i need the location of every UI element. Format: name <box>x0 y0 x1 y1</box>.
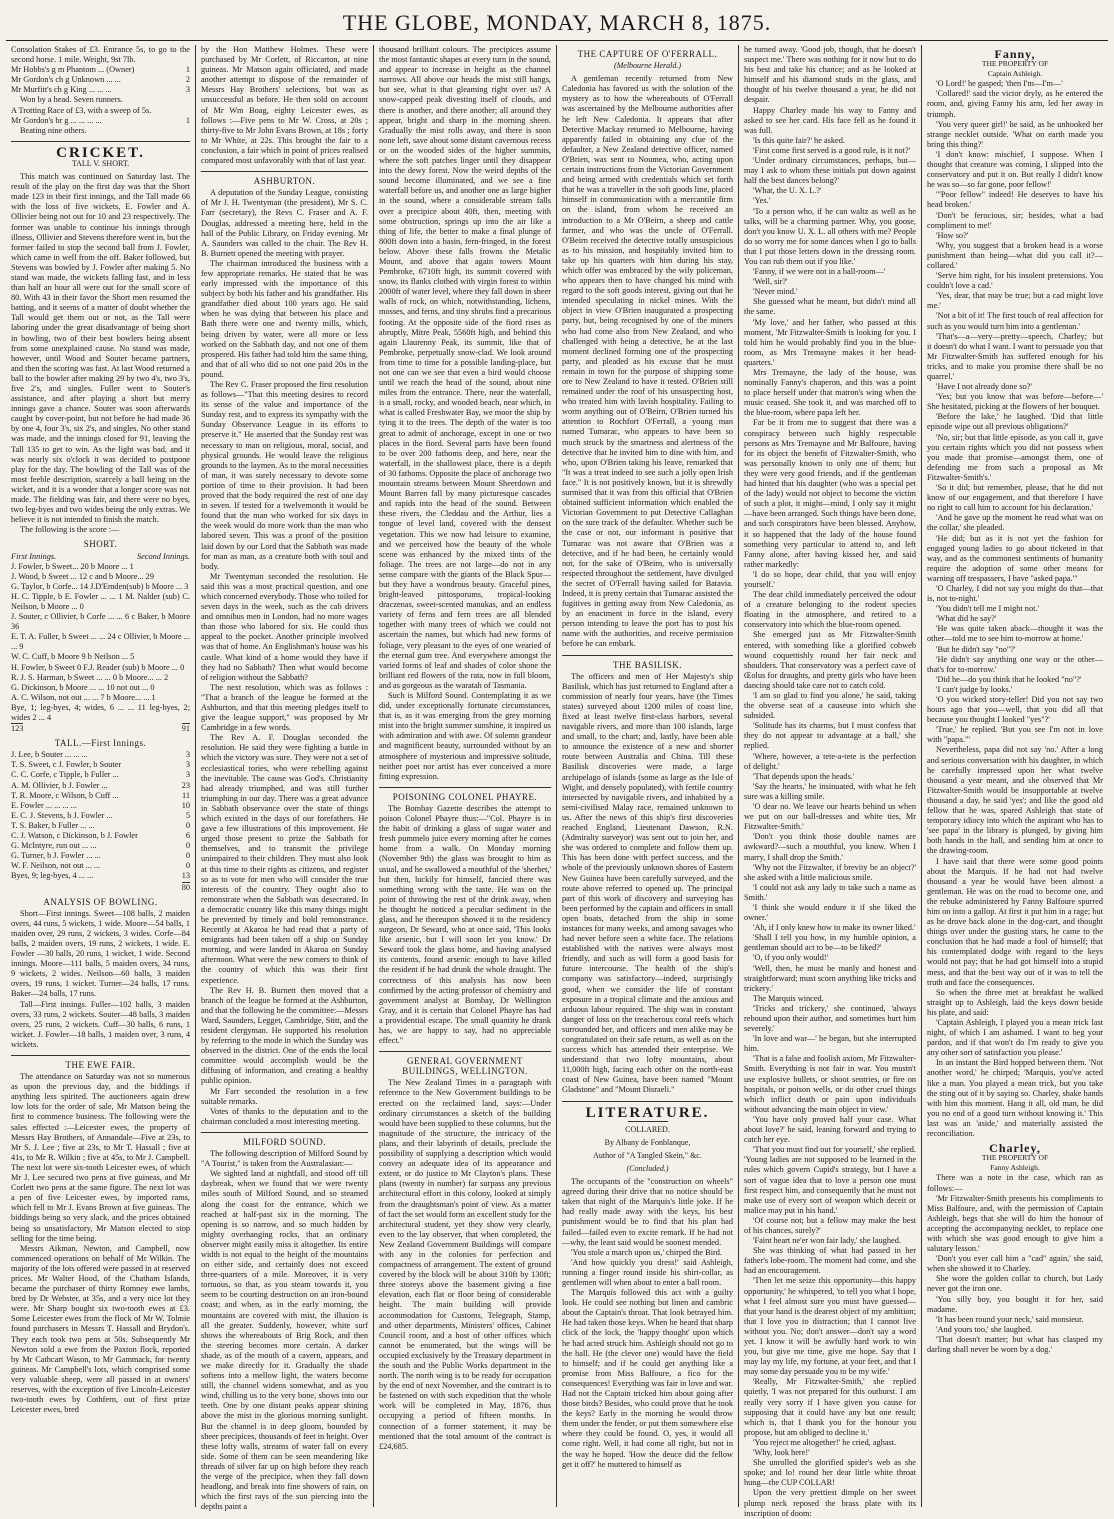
article-paragraph: A gentleman recently returned from New Caledonia has favored us with the solution of the mystery as to how the whereabouts of O'Ferrall was ascertained by the Melbourne authorities after he left New Caledonia. It appears that after Detective Mackay returned to Melbourne, having apparently failed in obtaining any clue of the defaulter, a New Zealand detective officer, named O'Brien, was sent to Noumea, who, acting upon certain instructions from the Victorian Government and being armed with credentials which set forth that he was a traveller in the soft goods line, placed himself in communication with a mercantile firm on the island, from whom he received an introduction to a Mr O'Beirn, a sheep and cattle farmer, and who was the uncle of O'Ferrall. O'Beirn received the detective totally unsuspicious as to his mission, and hospitably invited him to take up his quarters with him during his stay, which offer was embraced by the wily policeman, who appears then to have changed his mind with regard to the soft goods interest, giving out that he intended speculating in nickel mines. With the object in view O'Brien inaugurated a prospecting party, but, being recognised by one of the miners who had come also from New Zealand, and who challenged with being a detective, he at the last moment declined forming one of the prospecting party, and pleaded as his excuse that he must remain in town for the purpose of shipping some ore to New Zealand to have it tested. O'Brien still remained under the roof of his unsuspecting host, who treated him with lavish hospitality. Failing to worm anything out of O'Beirn, O'Brien turned his attention to Rochfort O'Ferrall, a young man named Tumarac, who appears to have been so much struck by the smartness and alertness of the detective that he invited him to dine with him, and who, upon O'Brien taking his leave, remarked that "It was a treat indeed to see such a jolly open Irish face." It is not positively known, but it is shrewdly surmised that it was from this official that O'Brien obtained sufficient information which enabled the Victorian Government to put Detective Callaghan on the sure track of the defaulter. Whether such be the case or not, our informant is positive that Tumarac was not aware that O'Brien was a detective, and if he had been, he certainly would not, for the sake of O'Beirn, who is universally respected throughout the settlement, have divulged the secret of O'Ferrall having sailed for Batavia. Indeed, it is pretty certain that Tumarac assisted the fugitives in getting away from New Caledonia, as by an enactment in force in the island, every person intending to leave the port has to post his name with the authorities, and receive permission before he can embark. <box>562 74 733 649</box>
article-paragraph: 'Why not the Fitzwalter, if brevity be an object?' she asked with a little malicious smile. <box>744 862 916 882</box>
article-paragraph: 'Captain Ashleigh, I played you a mean trick last night, of which I am ashamed. I want to beg your pardon, and if that won't do I'm ready to give you any other sort of satisfaction you please.' <box>927 1018 1103 1058</box>
score-row: G. Dickinson, b Moore ... ... 10 not out ... 0 <box>11 682 155 692</box>
divider <box>379 1051 551 1052</box>
score-row: J. Fowler, b Sweet... 20 b Moore ... 1 <box>11 561 134 571</box>
collar-inscription: THE PROPERTY OF <box>981 59 1049 69</box>
article-paragraph: 'I can't judge by looks.' <box>936 684 1013 694</box>
collar-inscription: THE PROPERTY OF <box>981 1153 1049 1163</box>
article-paragraph: Far be it from me to suggest that there was a conspiracy between such highly respectable persons as Mrs Tremayne and Mr Balfoure, having for its object the benefit of Fitzwalter-Smith, who was personally known to only one of them; but they were very good friends, and if the gentleman had hinted that his daughter (who was a special pet of the lady) would not object to become the victim of such a plot, it might—mind, I only say it might—have been arranged. Such things have been done, and such conspirators have been blessed. Anyhow, it so happened that the lady of the house found something very particular to attend to, and left Fanny alone, after having kissed her, and said rather markedly: <box>744 418 916 569</box>
score-row: H. C. Tipple, b E. Fowler ... ... 1 M. Nalder (sub) C. Neilson, b Moore ... 0 <box>11 591 190 611</box>
article-paragraph: The Rev H. B. Burnett then moved that a branch of the league be formed at the Ashburton, and that the following be the committee:—Messrs Ward, Saunders, Legget, Cambridge, Stitt, and the resident clergyman. He supported his resolution by referring to the mode in which the Sunday was observed in the district. One of the ends the local committee would accomplish would be the diffusing of information, and creating a healthy public opinion. <box>201 985 368 1086</box>
article-paragraph: 'Faint heart ne'er won fair lady,' she laughed. <box>753 1236 901 1246</box>
trotting-note: Beating nine others. <box>20 125 87 135</box>
column-2 <box>196 45 374 1512</box>
collar-inscription: Charley, <box>989 1141 1041 1156</box>
article-paragraph: by the Hon Matthew Holmes. These were purchased by Mr Corlett, of Riccarton, at nine guineas. Mr Matson again officiated, and made another attempt to dispose of the remainder of Messrs Hay Brothers' selections, but was as unsuccessful as before. He then sold on account of Mr Wm Boag, eighty Leicester ewes, as follows :—Five pens to Mr W. Cross, at 20s ; thirty-five to Mr John Evans Brown, at 18s ; forty to Mr White, at 22s. This brought the fair to a conclusion, a fair which in point of prices realised compared most unfavorably with that of last year. <box>201 45 368 166</box>
score-row: T. R. Moore, c Wilson, b Cuff ... 11 <box>11 790 190 800</box>
score-heading: SHORT. <box>83 539 118 550</box>
divider <box>201 1132 368 1133</box>
column-3 <box>374 45 557 1507</box>
article-paragraph: 'My love,' and her father, who passed at this moment, 'Mr Fitzwalter-Smith is looking for you. I told him he would probably find you in the blue-room, as Mrs Tremayne makes it her head-quarters.' <box>744 317 916 367</box>
trotting-intro: A Trotting Race of £3, with a sweep of 5s. <box>11 105 152 115</box>
article-paragraph: 'So it did; but remember, please, that he did not know of our engagement, and that therefore I have no right to call him to account for his declaration.' <box>927 483 1103 513</box>
article-paragraph: 'Where, however, a tete-a-tete is the perfection of delight.' <box>744 751 916 771</box>
article-paragraph: 'Have I not already done so?' <box>936 382 1032 392</box>
article-paragraph: 'You silly boy, you bought it for her, said madame. <box>927 1294 1103 1314</box>
article-paragraph: She unrolled the glorified spider's web as she spoke; and lo! round her dear little white throat hung—the CUP COLLAR! <box>744 1458 916 1488</box>
article-paragraph: 'That depends upon the heads.' <box>753 771 855 781</box>
article-paragraph: 'You very queer girl!' he said, as he unhooked her strange necklet outside. 'What on earth made you bring this thing?' <box>927 119 1103 149</box>
article-paragraph: 'Mr Fitzwalter-Smith presents his compliments to Miss Balfoure, and, with the permission of Captain Ashleigh, begs that she will do him the honour of accepting the accompanying necklet, to replace one with which she was good enough to give him a salutary lesson.' <box>927 1193 1103 1254</box>
article-paragraph: She guessed what he meant, but didn't mind all the same. <box>744 297 916 317</box>
score-row: E. Fowler ... ... ... ... 10 <box>11 800 190 810</box>
score-row: E. T. A. Fuller, b Sweet ... ... 24 c Ollivier, b Moore ... ... 9 <box>11 632 190 652</box>
race-won: Won by a head. Seven runners. <box>20 95 123 105</box>
article-paragraph: The New Zealand Times in a paragraph with reference to the New Government buildings to be erected on the reclaimed land, says:—Under ordinary circumstances a sketch of the building would have been supplied to these columns, but the magnitude of the structure, the intricacy of the plans, and their labyrinth of details, preclude the possibility of supplying a description which would convey an adequate idea of its appearance and extent, or do justice to Mr Clayton's plans. These plans (twenty in number) far surpass any previous architectural effort in this colony, looked at simply from the draughtsman's point of view. As a matter of fact the set would form an excellent study for the architectural student, yet they show very clearly, even to the lay observer, that when completed, the New Zealand Government Buildings will compare with any in the colonies for perfection and compactness of arrangement. The extent of ground covered by the block will be about 310ft by 130ft; three storeys above the basement giving a fine elevation, each flat or floor being of considerable height. The main building will provide accommodation for Customs, Telegraph, Stamp, and other departments, Ministers' offices, Cabinet Council room, and a host of other offices which cannot be enumerated, but the wings will be occupied exclusively by the Treasury department in the south and the Public Works department in the north. The north wing is to be ready for occupation by the end of next November, and the contract is to be fastened on with such expedition that the whole work will be completed in May, 1876, thus occupying a period of fifteen months. In connection of a former statement, it may be mentioned that the total amount of the contract is £24,685. <box>379 1078 551 1451</box>
article-paragraph: 'Why, you suggest that a broken head is a worse punishment than being—what did you call it?—collared.' <box>927 240 1103 270</box>
score-row: T. S. Sweet, c J. Fowler, b Souter 3 <box>11 760 190 770</box>
article-paragraph: 'How so?' <box>936 230 969 240</box>
article-paragraph: 'He didn't say anything one way or the other—that's for to-morrow.' <box>927 654 1103 674</box>
article-paragraph: We sighted land at nightfall, and stood off till daybreak, when we found that we were twenty miles south of Milford Sound, and so steamed along the coast for the entrance, which we reached at half-past six in the morning. The opening is so narrow, and so much hidden by mighty overhanging rocks, that an ordinary observer might easily miss it altogether. Its entire width is not equal to the height of the mountains on either side, and certainly does not exceed three-quarters of a mile. Moreover, it is very tortuous, so that, as you steam towards it, you seem to be courting destruction on an iron-bound coast; and when, as in the early morning, the mountains are covered with mist, the illusion is all the greater. Suddenly, however, white surf shows the whereabouts of Brig Rock, and then the steering becomes more certain. A darker shade, as of the mouth of a cavern, appears, and we make directly for it. Gradually the shade softens into a mellow light, the waters become still, the channel widens somewhat, and as you wind, chilling us to the very bone, shows into our teeth. One by one distant peaks appear shining above the mist in the glorious morning sunlight. But the channel is in deep gloom, bounded by sheer precipices, thousands of feet in height. Over these lofty walls, streams of water fall on every side. Some of them can be seen meandering like threads of silver far up on high before they reach the verge of the precipice, when they fall down headlong, and break into fine showers of rain, on which the first rays of the sun piercing into the depths paint a <box>201 1169 368 1512</box>
column-1 <box>6 45 196 1507</box>
article-paragraph: She wore the golden collar to church, but Lady never got the iron one. <box>927 1274 1103 1294</box>
divider <box>11 141 190 142</box>
article-paragraph: 'No, sir; but that little episode, as you call it, gave you certain rights which you did not possess when you made that promise—amongst them, one of defending me from such a proposal as Mr Fitzwalter-Smith's.' <box>927 432 1103 482</box>
score-row: R. J. S. Harman, b Sweet ... ... 0 b Moore... ... 2 <box>11 672 169 682</box>
article-paragraph: 'You didn't tell me I might not.' <box>936 604 1039 614</box>
score-row: C. C. Corfe, c Tipple, b Fuller ... 3 <box>11 770 190 780</box>
race-results <box>11 65 190 95</box>
score-row: H. Fowler, b Sweet 0 F.J. Reader (sub) b Moore ... 0 <box>11 662 185 672</box>
section-heading: THE EWE FAIR. <box>65 1060 136 1070</box>
article-paragraph: 'Really, Mr Fitzwalter-Smith,' she replied quietly, 'I was not prepared for this outburst. I am really very sorry if I have given you cause for supposing that it could have any but one result; which is, that I thank you for the honour you propose, but am obliged to decline it.' <box>744 1377 916 1437</box>
article-paragraph: 'Not a bit of it! The first touch of real affection for such as you would turn him into a gentleman.' <box>927 311 1103 331</box>
article-paragraph: 'Yes, dear, that may be true; but a cad might love me.' <box>927 291 1103 311</box>
story-title: COLLARED. <box>625 1124 670 1134</box>
article-paragraph: 'O dear no. We leave our hearts behind us when we put on our ball-dresses and white ties, Mr Fitzwalter-Smith.' <box>744 802 916 832</box>
divider <box>628 1121 668 1122</box>
divider <box>562 655 733 656</box>
article-paragraph: 'I could not ask any lady to take such a name as Smith.' <box>744 882 916 902</box>
race-row: Mr Gordon's br g ... ... ... ... 1 <box>11 115 190 125</box>
article-paragraph: 'O Lord!' he gasped; 'then I'm—I'm—' <box>936 79 1063 89</box>
section-subheading: (Melbourne Herald.) <box>613 61 682 71</box>
section-heading: CRICKET. <box>56 144 145 161</box>
article-paragraph: Votes of thanks to the deputation and to the chairman concluded a most interesting meeting. <box>201 1106 368 1126</box>
article-paragraph: he turned away. 'Good job, though, that he doesn't suspect me.' There was nothing for it now but to do his best and take his chance; and as he looked at himself and his diamond studs in the glass, and thought of his twelve thousand a year, he did not despair. <box>744 45 916 105</box>
article-paragraph: The attendance on Saturday was not so numerous as upon the previous day, and the biddings if anything less spirited. The auctioneers again drew low lots for the order of sale, Mr Matson being the first to commence business. The following were the sales effected :—Leicester ewes, the property of Messrs Hay Brothers, of Annandale—Five at 23s, to Mr S. J. Lee ; five at 23s, to Mr T. Hassall ; five at 41s, to Mr R. Wilkin ; five at 45s, to Mr J. Campbell. The next lot were six-tooth Leicester ewes, of which Mr J. Lee secured two pens at five guineas, and Mr Corlett two pens at the same figure. The next lot was a pen of five Leicester ewes, by imported rams, which fell to Mr J. Evans Brown at five guineas. The biddings being so very slack, and the prices obtained being so unsatisfactory, Mr Matson elected to stop selling for the time being. <box>11 1072 190 1243</box>
article-paragraph: 'In love and war—' he began, but she interrupted him. <box>744 1034 916 1054</box>
article-paragraph: 'Well, then, he must be manly and honest and straightforward; must scorn anything like tricks and trickery.' <box>744 963 916 993</box>
article-paragraph: 'Is this quite fair?' he asked. <box>753 135 845 145</box>
article-paragraph: Upon the very prettiest dimple on her sweet plump neck reposed the brass plate with its inscription of doom: <box>744 1488 916 1518</box>
column-6 <box>922 45 1108 1507</box>
race-row: Mr Murfitt's ch g King ... ... ... 3 <box>11 85 190 95</box>
article-paragraph: 'Ah, if I only knew how to make its owner liked.' <box>753 923 916 933</box>
article-paragraph: The following is the score :— <box>20 525 120 535</box>
article-paragraph: 'I do so hope, dear child, that you will enjoy yourself.' <box>744 569 916 589</box>
score-heading: TALL.—First Innings. <box>54 738 147 749</box>
article-paragraph: Mr Twentyman seconded the resolution. He said this was a most practical question, and one which concerned everybody. Those who toiled for seven days in the week, such as the cab drivers and omnibus men in London, had no more wages than those who labored for six. He could thus appeal to the pocket. Another principle involved was that of home. An Englishman's house was his castle. What kind of a home would they have if they had no Sabbath? Then what would become of religion without the Sabbath? <box>201 571 368 682</box>
article-paragraph: 'O you wicked story-teller! Did you not say two hours ago that you—well, that you did all that because you thought I looked "yes"?' <box>927 695 1103 725</box>
article-paragraph: 'I think she would endure it if she liked the owner.' <box>744 902 916 923</box>
article-paragraph: 'You have only proved half your case. What about love?' he said, leaning forward and trying to catch her eye. <box>744 1114 916 1145</box>
article-paragraph: She emerged just as Mr Fitzwalter-Smith entered, with something like a glorified cobweb wound coquettishly round her fair neck and shoulders. That conservatory was a perfect cave of Œolus for draughts, and pretty girls who have been dancing should take care not to catch cold. <box>744 630 916 690</box>
article-paragraph: 'First come first served is a good rule, is it not?' <box>753 145 911 155</box>
article-paragraph: 'O, if you only would!' <box>753 953 829 963</box>
article-paragraph: 'That doesn't matter; but what has clasped my darling shall never be worn by a dog.' <box>927 1334 1103 1354</box>
article-paragraph: 'Why, look here!' <box>753 1448 810 1458</box>
article-paragraph: 'Collared!' said the victor dryly, as he entered the room, and, giving Fanny his arm, led her away in triumph. <box>927 89 1103 119</box>
score-row: J. Souter, c Ollivier, b Corfe ... ... 6 c Baker, b Moore 36 <box>11 612 190 632</box>
columns <box>6 45 1108 1518</box>
article-paragraph: 'Don't you think those double names are awkward?—such a mouthful, you know. When I marry, I shall drop the Smith.' <box>744 832 916 862</box>
article-paragraph: 'Of course not; but a fellow may make the best of his chances, surely?' <box>744 1215 916 1235</box>
section-heading: LITERATURE. <box>585 1104 710 1121</box>
article-paragraph: Nevertheless, papa did not say 'no.' After a long and serious conversation with his daughter, in which he carefully impressed upon her what twelve thousand a year meant, and she observed that Mr Fitzwalter-Smith would be insupportable at twelve thousand a day, he said 'yes'; and like the good old fellow that he was, spared Ashleigh that state of temporary idiocy into which the aspirant who has to 'see papa' in the library is plunged, by giving him both hands in the hall, and sending him at once to the drawing-room. <box>927 745 1103 856</box>
article-paragraph: She was thinking of what had passed in her father's lobe-room. The moment had come, and she had an encouragement. <box>744 1246 916 1276</box>
article-paragraph: 'Never mind.' <box>753 287 798 297</box>
section-subheading: TALL V. SHORT. <box>71 158 130 168</box>
article-paragraph: Messrs Aikman, Newton, and Campbell, now commenced operations on behalf of Mr Wilkin. The majority of the lots offered were passed in at reserved prices. Mr Walter Hood, of the Chatham Islands, became the purchaser of thirty Romney ewe lambs, bred by Dr Webster, at 35s, and a very nice lot they were. Mr Sharp bought six two-tooth ewes at £3. Some Leicester ewes from the flock of Mr W. Tolmie found purchasers in Messrs T. Hassall and Brydon's. They each took two pens at 50s. Subsequently Mr Newton sold a ewe from the Paxton flock, reported by Mr Cathcart Wason, to Mr Gammack, for twenty guineas. Mr Campbell's lots, which comprised some very valuable sheep, were all passed in at owners' reserves, with the exception of five Lincoln-Leicester two-tooth ewes by Cothfern, out of first prize Leicester ewes, bred <box>11 1243 190 1415</box>
article-paragraph: So when the three met at breakfast he walked straight up to Ashleigh, laid the keys down beside his plate, and said: <box>927 987 1103 1017</box>
divider <box>201 171 368 172</box>
divider <box>562 1101 733 1102</box>
section-heading: POISONING COLONEL PHAYRE. <box>392 791 538 802</box>
article-paragraph: 'Tricks and trickery,' she continued, 'always rebound upon their author, and sometimes hurt him severely.' <box>744 1003 916 1034</box>
score-row: G. Taylor, b Corfe... 14 J.D'Emden(sub) b Moore ... 3 <box>11 581 189 591</box>
article-paragraph: 'That is a false and foolish axiom, Mr Fitzwalter-Smith. Everything is not fair in war. You mustn't use explosive bullets, or shoot sentries, or fire on hospitals, or poison wells, or do other cruel things which inflict death or pain upon individuals without advancing the main object in view.' <box>744 1054 916 1114</box>
divider <box>379 787 551 788</box>
article-paragraph: 'Then let me seize this opportunity—this happy opportunity,' he whispered, 'to tell you what I hope, what I feel almost sure you must have guessed—that your hand is the dearest object of my ambition; that I love you to distraction; that I cannot live without you. No; don't answer—don't say a word yet. I know it will be awfully hard work to win you, but give me time, give me hope. Say that I may lay my life, my fortune, at your feet, and that I may some day persuade you to be my wife.' <box>744 1276 916 1377</box>
article-paragraph: 'And yours too,' she laughed. <box>936 1324 1033 1334</box>
article-paragraph: 'He did; but as it is not yet the fashion for engaged young ladies to go about ticketed in that way, and as the commonest sentiments of humanity require the adoption of some other means for warning off trespassers, I have "asked papa."' <box>927 533 1103 583</box>
article-paragraph: 'Solitude has its charms, but I must confess that they do not appear to advantage at a ball,' she replied. <box>744 721 916 751</box>
article-paragraph: The Rev A. F. Douglas seconded the resolution. He said they were fighting a battle in which the victory was sure. They were not a set of ecclesiastical tories, who were rebelling against the inevitable. The cause was God's. Christianity had already triumphed, and was still further triumphing in our day. There was a great advance in Sabbath observance over the state of things which existed in the days of our forefathers. He gave a few illustrations of this improvement. He urged those present to prize the Sabbath for themselves, and to transmit the privilege unimpaired to their children. They must also look at this time to their rights as citizens, and register so as to vote for men who will consider the true interests of the country. They ought also to remonstrate when the Sabbath was desecrated. In a democratic country like this many things might be prevented by timely and bold remonstrance. Recently at Akaroa he had read that a party of emigrants had been taken off a ship on Sunday morning, and were landed in Akaroa on Sunday afternoon. What were the new comers to think of the country of which this was their first experience. <box>201 733 368 985</box>
article-paragraph: 'Under ordinary circumstances, perhaps, but—may I ask to whom these initials put down against half the best dances belong?' <box>744 156 916 186</box>
collar-inscription: Fanny, <box>994 47 1036 61</box>
article-paragraph: 'True,' he replied. 'But you see I'm not in love with "papa."' <box>927 725 1103 745</box>
article-paragraph: The dear child immediately perceived the odour of a creature belonging to the rodent species floating in the atmosphere, and retired to a conservatory into which the blue-room opened. <box>744 590 916 630</box>
score-row: W. C. Cuff, b Moore 9 b Neilson ... 5 <box>11 652 135 662</box>
article-paragraph: 'Don't you ever call him a "cad" again,' she said, when she showed it to Charley. <box>927 1254 1103 1274</box>
bowling-heading: ANALYSIS OF BOWLING. <box>43 896 158 907</box>
article-paragraph: '"Poor fellow" indeed! He deserves to have his head broken.' <box>927 190 1103 210</box>
article-paragraph: The next resolution, which was as follows : "That a branch of the league be formed at the Ashburton, and that this meeting pledges itself to give the league support," was proposed by Mr Cambridge in a few words. <box>201 682 368 733</box>
score-total: 123 91 <box>11 724 190 734</box>
article-paragraph: There was a note in the case, which ran as follows:— <box>927 1173 1103 1193</box>
article-paragraph: 'And how quickly you dress!' said Ashleigh, running a finger round inside his shirt-collar, as gentlemen will when about to enter a ball room. <box>562 1257 733 1287</box>
article-paragraph: 'Don't be ferocious, sir; besides, what a bad compliment to me!' <box>927 210 1103 230</box>
article-paragraph: Such is Milford Sound. Contemplating it as we did, under exceptionally fortunate circumstances, that is, as it was emerging from the grey morning mist into the bright summer sunshine, it inspired us with admiration and with awe. Of solemn grandeur and magnificent beauty, surrounded without by an atmosphere of mysterious and impressive solitude, neither poet nor artist has ever conceived a more fitting expression. <box>379 691 551 781</box>
score-row: C. J. Watson, c Dickinson, b J. Fowler 6 <box>11 831 190 841</box>
article-paragraph: 'I don't know: mischief, I suppose. When I thought that creature was coming, I slipped into the conservatory and put it on. But really I didn't know he was so—so far gone, poor fellow!' <box>927 149 1103 190</box>
score-row: W. F. Neilson, not out ... ... 0 <box>11 861 190 871</box>
article-paragraph: The Bombay Gazette describes the attempt to poison Colonel Phayre thus:—"Col. Phayre is in the habit of drinking a glass of sugar water and fresh pummelo juice every morning after he comes home from a walk. On Monday morning (November 9th) the glass was brought to him as usual, and he swallowed a mouthful of the 'sherbet,' but then, luckily for himself, fancied there was something wrong with the taste. He was on the point of throwing the rest of the drink away, when he thought he noticed a peculiar sediment in the glass, and he thereupon showed it to the residency surgeon, Dr Seward, who at once said, 'This looks like arsenic, but I will soon let you know.' Dr Seward took the glass home, and having analysed its contents, found arsenic enough to have killed the resident if he had drunk the whole draught. The correctness of this analysis has now been confirmed by the acting professor of chemistry and government analyst at Bombay, Dr Wellington Gray, and it is certain that Colonel Phayre has had a providential escape. The small quantity he drank has, we are happy to say, had no appreciable effect." <box>379 803 551 1046</box>
article-paragraph: The Rev C. Fraser proposed the first resolution as follows—"That this meeting desires to record its sense of the value and importance of the Sunday rest, and to express its sympathy with the Sunday Observance League in its efforts to preserve it." He asserted that the Sunday rest was necessary to man on religious, moral, social, and physical grounds. He would leave the religious grounds to the laymen. As to the moral necessities of man, it was surely necessary to devote some portion of time to their provision. It had been proved that the body required the rest of one day in seven. If tested for a twelvemonth it would be found that the man who worked for six days in the week would do more work than the man who labored seven. This was a proof of the position laid down by our Lord that the Sabbath was made for man as man, as a creature both with soul and body. <box>201 380 368 571</box>
article-paragraph: 'It has been round your neck,' said monsieur. <box>936 1314 1084 1324</box>
score-row: G. Turner, b J. Fowler ... ... 0 <box>11 851 190 861</box>
article-paragraph: I have said that there were some good points about the Marquis. If he had not had twelve thousand a year he would have been almost a gentleman. He was on the road to become one, and the rebuke administered by Fanny Balfoure spurred him on into a gallop. At first it put him in a rage; but as he drove back alone in the dog-cart, and thought things over under the gusting stars, he came to the conclusion that he had made a fool of himself; that his contemplated dodge with regard to the keys would not pay; that he had got himself into a stupid mess, and that the best way out of it was to tell the truth and face the consequences. <box>927 856 1103 987</box>
score-row: G. McIntyre, run out ... ... 0 <box>11 841 190 851</box>
article-paragraph: This match was continued on Saturday last. The result of the play on the first day was that the Short made 123 in their first innings, and the Tall made 66 with the loss of five wickets, E. Fowler and A. Ollivier being not out for 10 and 23 respectively. The former was unable to continue his innings through illness, Ollivier and Stevens therefore went in, but the former failed to stop the second ball from J. Fowler, which came in well from the off. Baker followed, but Stevens was bowled by J. Fowler after making 5. No stand was made, the wickets falling fast, and in less than half an hour all were out for the small score of 80. With 43 in their favor the Short men resumed the batting, and it seems of a matter of doubt whether the Tall would get them out or not, as the Tall were laboring under the great disadvantage of being short in bowling, two of their best bowlers being absent from some unexplained cause. No stand was made, however, until Wood and Souter became partners, and then the scoring was fast. At last Wood returned a ball to the bowler after making 29 by two 4's, two 3's, five 2's, and singles. Fuller went to Souter's assistance, and after playing a short but merry innings gave a chance. Souter was soon afterwards caught by cover-point, but not before he had made 36 by one 4, four 3's, six 2's, and singles. No other stand was made, and the innings closed for 91, leaving the Tall 135 to get to win. As the light was bad, and it was nearly six o'clock it was decided to postpone play for the day. The bowling of the Tall was of the most feeble description, scarcely a ball being on the wicket, and it is a wonder that a longer score was not made. The fielding was fair, and there were no byes, two leg-byes and two wides being the only extras. We believe it is not intended to finish the match. <box>11 172 190 525</box>
score-columns: First Innings. Second Innings. <box>11 551 190 561</box>
column-5 <box>739 45 922 1518</box>
article-paragraph: 'You stole a march upon us,' chirped the Bird. <box>571 1247 723 1257</box>
article-paragraph: Mr Farr seconded the resolution in a few suitable remarks. <box>201 1086 368 1106</box>
article-paragraph: 'Say the hearts,' he insinuated, with what he felt sure was a killing smile. <box>744 781 916 801</box>
article-paragraph: 'To a person who, if he can waltz as well as he talks, will be a charming partner. Why, you goose, don't you know U. X. L. all others with me? People do so worry me for some dances when I go to balls that I put those letters down in the dressing room. You can rub them out if you like.' <box>744 206 916 266</box>
section-heading: THE CAPTURE OF O'FERRALL. <box>577 49 718 59</box>
article-paragraph: 'Serve him right, for his insolent pretensions. You couldn't love a cad.' <box>927 271 1103 291</box>
column-4 <box>557 45 739 1507</box>
score-row: Byes, 9; leg-byes, 4 ... ... 13 <box>11 871 190 881</box>
section-heading: THE BASILISK. <box>613 659 682 670</box>
byline: By Albany de Fonblanque, <box>604 1137 691 1147</box>
article-paragraph: The officers and men of Her Majesty's ship Basilisk, which has just returned to England after a commission of nearly four years, have (the Times states) surveyed about 1200 miles of coast line, fixed at least twelve first-class harbors, several navigable rivers, and more than 100 islands, large and small, to the chart; and, lastly, have been able to announce the existence of a new and shorter route between Australia and China. Till these Basilisk discoveries were made, a large archipelago of islands (some as large as the Isle of Wight, and densely populated), with fertile country intersected by navigable rivers, and inhabited by a semi-civilised Malay race, remained unknown to us. After the news of this ship's first discoveries reached England, Lieutenant Dawson, R.N. (Admiralty surveyor) was sent out to join her, and she was ordered to complete and follow them up. This has been done with perfect success, and the whole of the previously unknown shores of Eastern New Guinea have been carefully surveyed, and the route above referred to opened up. The principal part of this work of discovery and surveying has been performed by the captain and officers in small open boats, detached from the ship in some instances for many weeks, and among savages who had never before seen a white face. The relations established with the natives were always most friendly, and such as will form a good basis for future intercourse. The health of the ship's company was satisfactory—indeed, surprisingly good, when we consider the life of constant exposure in a tropical climate and the anxious and arduous labour required. The ship was in constant danger of loss on the treacherous coral reefs which surrounded her, and officers and men alike may be congratulated on their safe return, as well as on the success which has attended their enterprise. We understand that two lofty mountains, about 11,000ft high, facing each other on the north-east coast of New Guinea, have been named "Mount Gladstone" and "Mount Disraeli." <box>562 671 733 1095</box>
score-row: J. Wood, b Sweet ... 12 c and b Moore... 29 <box>11 571 154 581</box>
article-paragraph: thousand brilliant colours. The precipices assume the most fantastic shapes at every turn in the sound, and appear to increase in height as the channel narrows. All above our heads the mist still hangs, but see, what is that gleaming right over us? A snow-capped peak divesting itself of clouds, and there is another, and there another; all around they appear, bright and sharp in the morning sheen. Gradually the mist rolls away, and there is soon none left, save about some distant cavernous recess or on the wooded sides of the higher summits, where the soft patches linger until they disappear into the dewy forest. Now the weird depths of the sound become illuminated, and we see a fine waterfall before us, and another one as large higher in the sound, where a considerable stream falls over a precipice about 40ft, then, meeting with some obstruction, springs up into the air like a thing of life, the better to make a final plunge of 800ft down into a basin, fern-fringed, in the forest below. Above these falls frowns the Metalic Mount, and above that again towers Mount Pembroke, 6710ft high, its summit covered with snow, its flanks clothed with virgin forest to within 2000ft of water level, where they fall down in sheer walls of rock, on which, notwithstanding, lichens, mosses, and ferns, and tiny shrubs find a precarious footing. At the opposite side of the fiord rises as abruptly, Mitre Peak, 5560ft high, and behind this again Llaurenny Peak, its summit, like that of Pembroke, perpetually snow-clad. We look around from time to time for a possible landing-place, but not one can we see that even a bird would choose until we reach the head of the sound, about nine miles from the entrance. There, near the waterfall, is a small, rocky, and wooded beach, near which, in what is called Freshwater Bay, we moor the ship by tying it to the trees. The depth of the water is too great to admit of anchorage, except in one or two places in the fiord. Several parts have been found to be over 200 fathoms deep, and here, near the waterfall, in the shallowest place, there is a depth of 30 fathoms. Opposite the place of anchorage two mountain streams between Mount Sheerdown and Mount Barren fall by many picturesque cascades and rapids into the head of the sound. Between these rivers, the Cleddau and the Arthur, lies a tongue of level land, covered with the densest vegetation. This we now had leisure to examine, and we perceived how the beauty of the whole scene was enhanced by the mixed tints of the foliage. The trees are not large—do not in any sense compare with the giants of the Black Spur—but they have a wondrous beauty. Graceful pines, bright-leaved pittosporums, tropical-looking draczenas, sweet-scented manukas, and an endless variety of ferns and fern trees are all blended together with many trees of which we could not ascertain the names, but which had new forms of foliage, very pleasant to the eyes of one wearied of the eternal gum tree. And everywhere amongst the varied forms of leaf and shades of color shone the brilliant red flowers of the rata, now in full bloom, and as gorgeous as the waratah of Tasmania. <box>379 45 551 690</box>
race-row: Mr Gordon's ch g Unknown ... ... 2 <box>11 75 190 85</box>
article-paragraph: 'What, the U. X. L.?' <box>753 186 822 196</box>
article-paragraph: 'Yes.' <box>753 196 771 206</box>
article-paragraph: 'What did he say?' <box>936 614 997 624</box>
article-paragraph: 'And he gave up the moment he read what was on the collar,' she pleaded. <box>927 513 1103 533</box>
article-paragraph: 'But he didn't say "no"?' <box>936 644 1016 654</box>
collar-inscription: Captain Ashleigh. <box>987 69 1043 79</box>
article-paragraph: 'Did he—do you think that he looked "no"?' <box>936 674 1082 684</box>
article-paragraph: 'Well, sir?' <box>753 277 788 287</box>
score-row: A. M. Ollivier, b J. Fowler ... 23 <box>11 780 190 790</box>
masthead: THE GLOBE, MONDAY, MARCH 8, 1875. <box>6 6 1108 41</box>
article-paragraph: The occupants of the "construction on wheels" agreed during their drive that no notice should be taken that night of the Marquis's little joke. If he had really made away with the keys, his best punishment would be to find that his plan had failed—failed even to excite remark. If he had not—why, the least said would be soonest mended. <box>562 1177 733 1247</box>
article-paragraph: 'That's—a—very—pretty—speech, Charley; but it doesn't do what I want. I want to persuade you that Mr Fitzwalter-Smith has suffered enough for his tricks, and to make you promise there shall be no quarrel.' <box>927 331 1103 381</box>
article-paragraph: 'Fanny, if we were not in a ball-room—' <box>753 267 886 277</box>
score-row: A. C. Wilson, not out ... ... 7 b Moore... ... 1 <box>11 692 156 702</box>
divider <box>11 1055 190 1056</box>
article-paragraph: 'Yes; but you know that was before—before—' She hesitated, picking at the flowers of her bouquet. <box>927 392 1103 412</box>
article-paragraph: The following description of Milford Sound by "A Tourist," is taken from the Australasian:— <box>201 1149 368 1169</box>
article-paragraph: A deputation of the Sunday League, consisting of Mr J. H. Twentyman (the president), Mr S. C. Farr (secretary), the Revs C. Fraser and A. F. Douglas, addressed a meeting here, held in the hall of the Public Library, on Friday evening. Mr A. Saunders was called to the chair. The Rev H. B. Burnett opened the meeting with prayer. <box>201 188 368 258</box>
collar-inscription: Fanny Ashleigh. <box>990 1163 1040 1173</box>
score-total: 80 <box>181 882 190 892</box>
race-intro: Consolation Stakes of £3. Entrance 5s, to go to the second horse. 1 mile. Weight, 9st 7lb. <box>11 45 190 65</box>
article-paragraph: 'He was quite taken aback—thought it was the other—told me to see him to-morrow at home.' <box>927 624 1103 644</box>
article-paragraph: Happy Charley made his way to Fanny and asked to see her card. His face fell as he found it was full. <box>744 105 916 135</box>
article-paragraph: 'O Charley, I did not say you might do that—that is, not to-night.' <box>927 583 1103 604</box>
article-paragraph: 'I am so glad to find you alone,' he said, taking the obverse seat of a causeuse into which she subsided. <box>744 691 916 721</box>
race-row: Mr Hobbs's g m Phantom ... (Owner) 1 <box>11 65 190 75</box>
score-row: E. C. J. Stevens, b J. Fowler ... 5 <box>11 810 190 820</box>
article-paragraph: 'Before the lake,' he laughed. 'Did that little episode wipe out all previous obligations?' <box>927 412 1103 432</box>
score-row: T. S. Baker, b Fuller ... ... 0 <box>11 820 190 830</box>
article-paragraph: The chairman introduced the business with a few appropriate remarks. He stated that he was early impressed with the importance of this subject by both his father and his grandfather. His grandfather died about 100 years ago. He said when he was dying that between his place and Bath there were one and twenty mills, which, being driven by water, were all more or less worked on the Sabbath day, and not one of them prospered. His father had told him the same thing, and that of all who did so not one paid 20s in the pound. <box>201 258 368 379</box>
article-paragraph: Short—First innings. Sweet—108 balls, 2 maiden overs, 44 runs, 5 wickets, 1 wide. Moore—54 balls, 1 maiden over, 29 runs, 2 wickets, 3 wides. Corfe—84 balls, 2 maiden overs, 19 runs, 2 wickets, 1 wide. E. Fowler —30 balls, 20 runs, 1 wicket, 1 wide. Second innings. Moore—111 balls, 5 maiden overs, 34 runs, 9 wickets, 2 wides. Neilson—60 balls, 3 maiden overs, 19 runs, 1 wicket. Turner—24 balls, 17 runs. Baker—24 balls, 17 runs. <box>11 908 190 999</box>
byline: Author of "A Tangled Skein," &c. <box>593 1150 702 1160</box>
section-heading: MILFORD SOUND. <box>242 1136 326 1147</box>
article-paragraph: Mrs Tremayne, the lady of the house, was nominally Fanny's chaperon, and this was a point to place herself under that matron's wing when the music ceased. She took it, and was marched off to the blue-room, where papa left her. <box>744 368 916 418</box>
article-paragraph: Tall—First innings. Fuller—102 balls, 3 maiden overs, 33 runs, 2 wickets. Souter—48 balls, 3 maiden overs, 25 runs, 2 wickets. Cuff—30 balls, 6 runs, 1 wicket. J. Fowler—18 balls, 1 maiden over, 3 runs, 4 wickets. <box>11 999 190 1049</box>
score-row: J. Lee, b Souter ... ... ... 3 <box>11 750 190 760</box>
article-paragraph: 'Shall I tell you how, in my humble opinion, a gentleman should act to be—to be liked?' <box>744 933 916 953</box>
article-paragraph: The Marquis followed this act with a guilty look. He could see nothing but linen and cambric about the Captain's throat. That look betrayed him. He had taken those keys. When he heard that sharp click of the lock, the 'happy thought' upon which he had acted struck him. Ashleigh should not go to the ball. He (the clever one) would have the field to himself; and if he could get anything like a promise from Miss Balfoure, a fico for the consequences! Everything was fair in love and war. Had not the Captain tricked him about going after those birds? Besides, who could prove that he took the keys? Early in the morning he would throw them under the fender, or put them somewhere else where they could be found. O, yes, it would all come right. Well, it had come all right, but not in the way he hoped. 'How the deuce did the fellow get it off?' he muttered to himself as <box>562 1288 733 1469</box>
section-heading: ASHBURTON. <box>253 176 316 187</box>
article-paragraph: The Marquis winced. <box>753 993 824 1003</box>
section-heading: GENERAL GOVERNMENT BUILDINGS, WELLINGTON. <box>402 1056 528 1077</box>
score-row: Bye, 1; leg-byes, 4; wides, 6 ... ... 11 leg-byes, 2; wides 2 ... 4 <box>11 702 190 722</box>
concluded-note: (Concluded.) <box>626 1163 669 1173</box>
article-paragraph: 'You reject me altogether!' he cried, aghast. <box>753 1437 897 1447</box>
article-paragraph: In an instant the Bird hopped between them. 'Not another word,' he chirped; 'Marquis, you've acted like a man. You played a mean trick, but you take the sting out of it by saying so. Charley, shake hands with him this moment. Hang it all, old man, he did you no end of a good turn without knowing it.' This last was an 'aside,' and materially assisted the reconciliation. <box>927 1058 1103 1139</box>
article-paragraph: 'That you must find out for yourself,' she replied. 'Young ladies are not supposed to be learned in the rules which govern Cupid's strategy, but I have a sort of vague idea that to love a person one must first respect him, and consequently that he must not make use of every sort of weapon which deceit or malice may put in his hand.' <box>744 1145 916 1215</box>
